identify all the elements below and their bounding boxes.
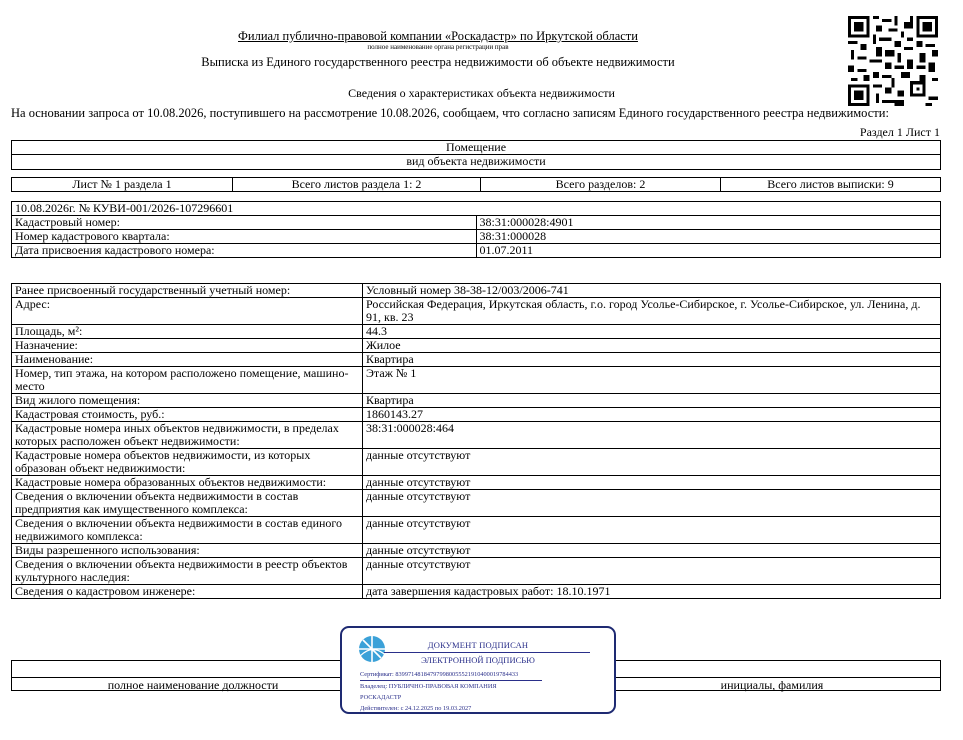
electronic-signature-stamp xyxy=(340,626,616,714)
table-row xyxy=(12,558,941,585)
sheet-number: Лист № 1 раздела 1 xyxy=(12,178,233,192)
row-label: Кадастровые номера иных объектов недвижимости, в пределах которых расположен объект недвижимости: xyxy=(12,422,363,449)
org-name: Филиал публично-правовой компании «Роскадастр» по Иркутской области xyxy=(238,29,638,43)
section-title: Сведения о характеристиках объекта недвижимости xyxy=(348,86,615,100)
row-value: Условный номер 38-38-12/003/2006-741 xyxy=(363,284,941,298)
row-value: Этаж № 1 xyxy=(363,367,941,394)
table-row xyxy=(12,394,941,408)
object-type: Помещение xyxy=(12,141,941,155)
stamp-divider xyxy=(384,652,590,653)
row-value: 44.3 xyxy=(363,325,941,339)
doc-number: 10.08.2026г. № КУВИ-001/2026-107296601 xyxy=(12,202,941,216)
row-label: Кадастровый номер: xyxy=(12,216,477,230)
stamp-owner-name: РОСКАДАСТР xyxy=(360,694,402,701)
table-row xyxy=(12,476,941,490)
row-value: дата завершения кадастровых работ: 18.10.1971 xyxy=(363,585,941,599)
row-label: Кадастровые номера объектов недвижимости, из которых образован объект недвижимости: xyxy=(12,449,363,476)
row-value: Квартира xyxy=(363,394,941,408)
row-label: Виды разрешенного использования: xyxy=(12,544,363,558)
row-value: Квартира xyxy=(363,353,941,367)
row-label: Номер, тип этажа, на котором расположено помещение, машино-место xyxy=(12,367,363,394)
table-row xyxy=(12,449,941,476)
row-label: Кадастровая стоимость, руб.: xyxy=(12,408,363,422)
row-label: Площадь, м²: xyxy=(12,325,363,339)
basis-text: На основании запроса от 10.08.2026, поступившего на рассмотрение 10.08.2026, сообщаем, что согласно записям Единого государственного реестра недвижимости: xyxy=(11,106,889,120)
table-row xyxy=(12,585,941,599)
table-row xyxy=(12,298,941,325)
identification-table xyxy=(11,201,941,258)
row-label: Сведения о включении объекта недвижимости в состав предприятия как имущественного комплекса: xyxy=(12,490,363,517)
object-type-caption: вид объекта недвижимости xyxy=(12,155,941,170)
position-caption: полное наименование должности xyxy=(107,678,279,692)
table-row xyxy=(12,325,941,339)
row-label: Адрес: xyxy=(12,298,363,325)
row-value: 1860143.27 xyxy=(363,408,941,422)
row-value: Жилое xyxy=(363,339,941,353)
row-label: Сведения о включении объекта недвижимости в состав единого недвижимого комплекса: xyxy=(12,517,363,544)
total-sections: Всего разделов: 2 xyxy=(481,178,721,192)
stamp-certificate: Сертификат: 839971481847979980055521910400019784433 xyxy=(360,671,519,678)
section-sheet-label: Раздел 1 Лист 1 xyxy=(859,125,940,139)
row-label: Ранее присвоенный государственный учетный номер: xyxy=(12,284,363,298)
table-row xyxy=(12,490,941,517)
row-label: Дата присвоения кадастрового номера: xyxy=(12,244,477,258)
total-sheets-section: Всего листов раздела 1: 2 xyxy=(233,178,481,192)
table-row xyxy=(12,353,941,367)
row-label: Наименование: xyxy=(12,353,363,367)
row-value: Российская Федерация, Иркутская область, г.о. город Усолье-Сибирское, г. Усолье-Сибирское, ул. Ленина, д. 91, кв. 23 xyxy=(363,298,941,325)
table-row xyxy=(12,517,941,544)
row-label: Кадастровые номера образованных объектов недвижимости: xyxy=(12,476,363,490)
row-label: Вид жилого помещения: xyxy=(12,394,363,408)
stamp-owner: Владелец: ПУБЛИЧНО-ПРАВОВАЯ КОМПАНИЯ xyxy=(360,683,497,690)
row-label: Номер кадастрового квартала: xyxy=(12,230,477,244)
stamp-divider xyxy=(360,680,542,681)
row-value: данные отсутствуют xyxy=(363,544,941,558)
cadastral-block: 38:31:000028 xyxy=(476,230,941,244)
table-row xyxy=(12,230,941,244)
table-row xyxy=(12,408,941,422)
stamp-line-1: ДОКУМЕНТ ПОДПИСАН xyxy=(427,640,529,650)
table-row xyxy=(12,367,941,394)
object-type-table xyxy=(11,140,941,170)
total-sheets: Всего листов выписки: 9 xyxy=(721,178,941,192)
org-name-caption: полное наименование органа регистрации прав xyxy=(367,43,509,51)
sheets-table xyxy=(11,177,941,192)
cadastral-number: 38:31:000028:4901 xyxy=(476,216,941,230)
row-value: данные отсутствуют xyxy=(363,517,941,544)
table-row xyxy=(12,422,941,449)
document-title: Выписка из Единого государственного реестра недвижимости об объекте недвижимости xyxy=(201,55,675,69)
stamp-validity: Действителен: с 24.12.2025 по 19.03.2027 xyxy=(360,705,472,712)
table-row xyxy=(12,339,941,353)
row-value: данные отсутствуют xyxy=(363,449,941,476)
table-row xyxy=(12,544,941,558)
row-value: данные отсутствуют xyxy=(363,490,941,517)
row-label: Сведения о включении объекта недвижимости в реестр объектов культурного наследия: xyxy=(12,558,363,585)
row-value: 38:31:000028:464 xyxy=(363,422,941,449)
table-row xyxy=(12,244,941,258)
row-label: Сведения о кадастровом инженере: xyxy=(12,585,363,599)
table-row xyxy=(12,284,941,298)
row-label: Назначение: xyxy=(12,339,363,353)
table-row xyxy=(12,216,941,230)
name-caption: инициалы, фамилия xyxy=(720,678,824,692)
stamp-line-2: ЭЛЕКТРОННОЙ ПОДПИСЬЮ xyxy=(421,655,535,665)
row-value: данные отсутствуют xyxy=(363,476,941,490)
row-value: данные отсутствуют xyxy=(363,558,941,585)
details-table xyxy=(11,283,941,599)
assignment-date: 01.07.2011 xyxy=(476,244,941,258)
